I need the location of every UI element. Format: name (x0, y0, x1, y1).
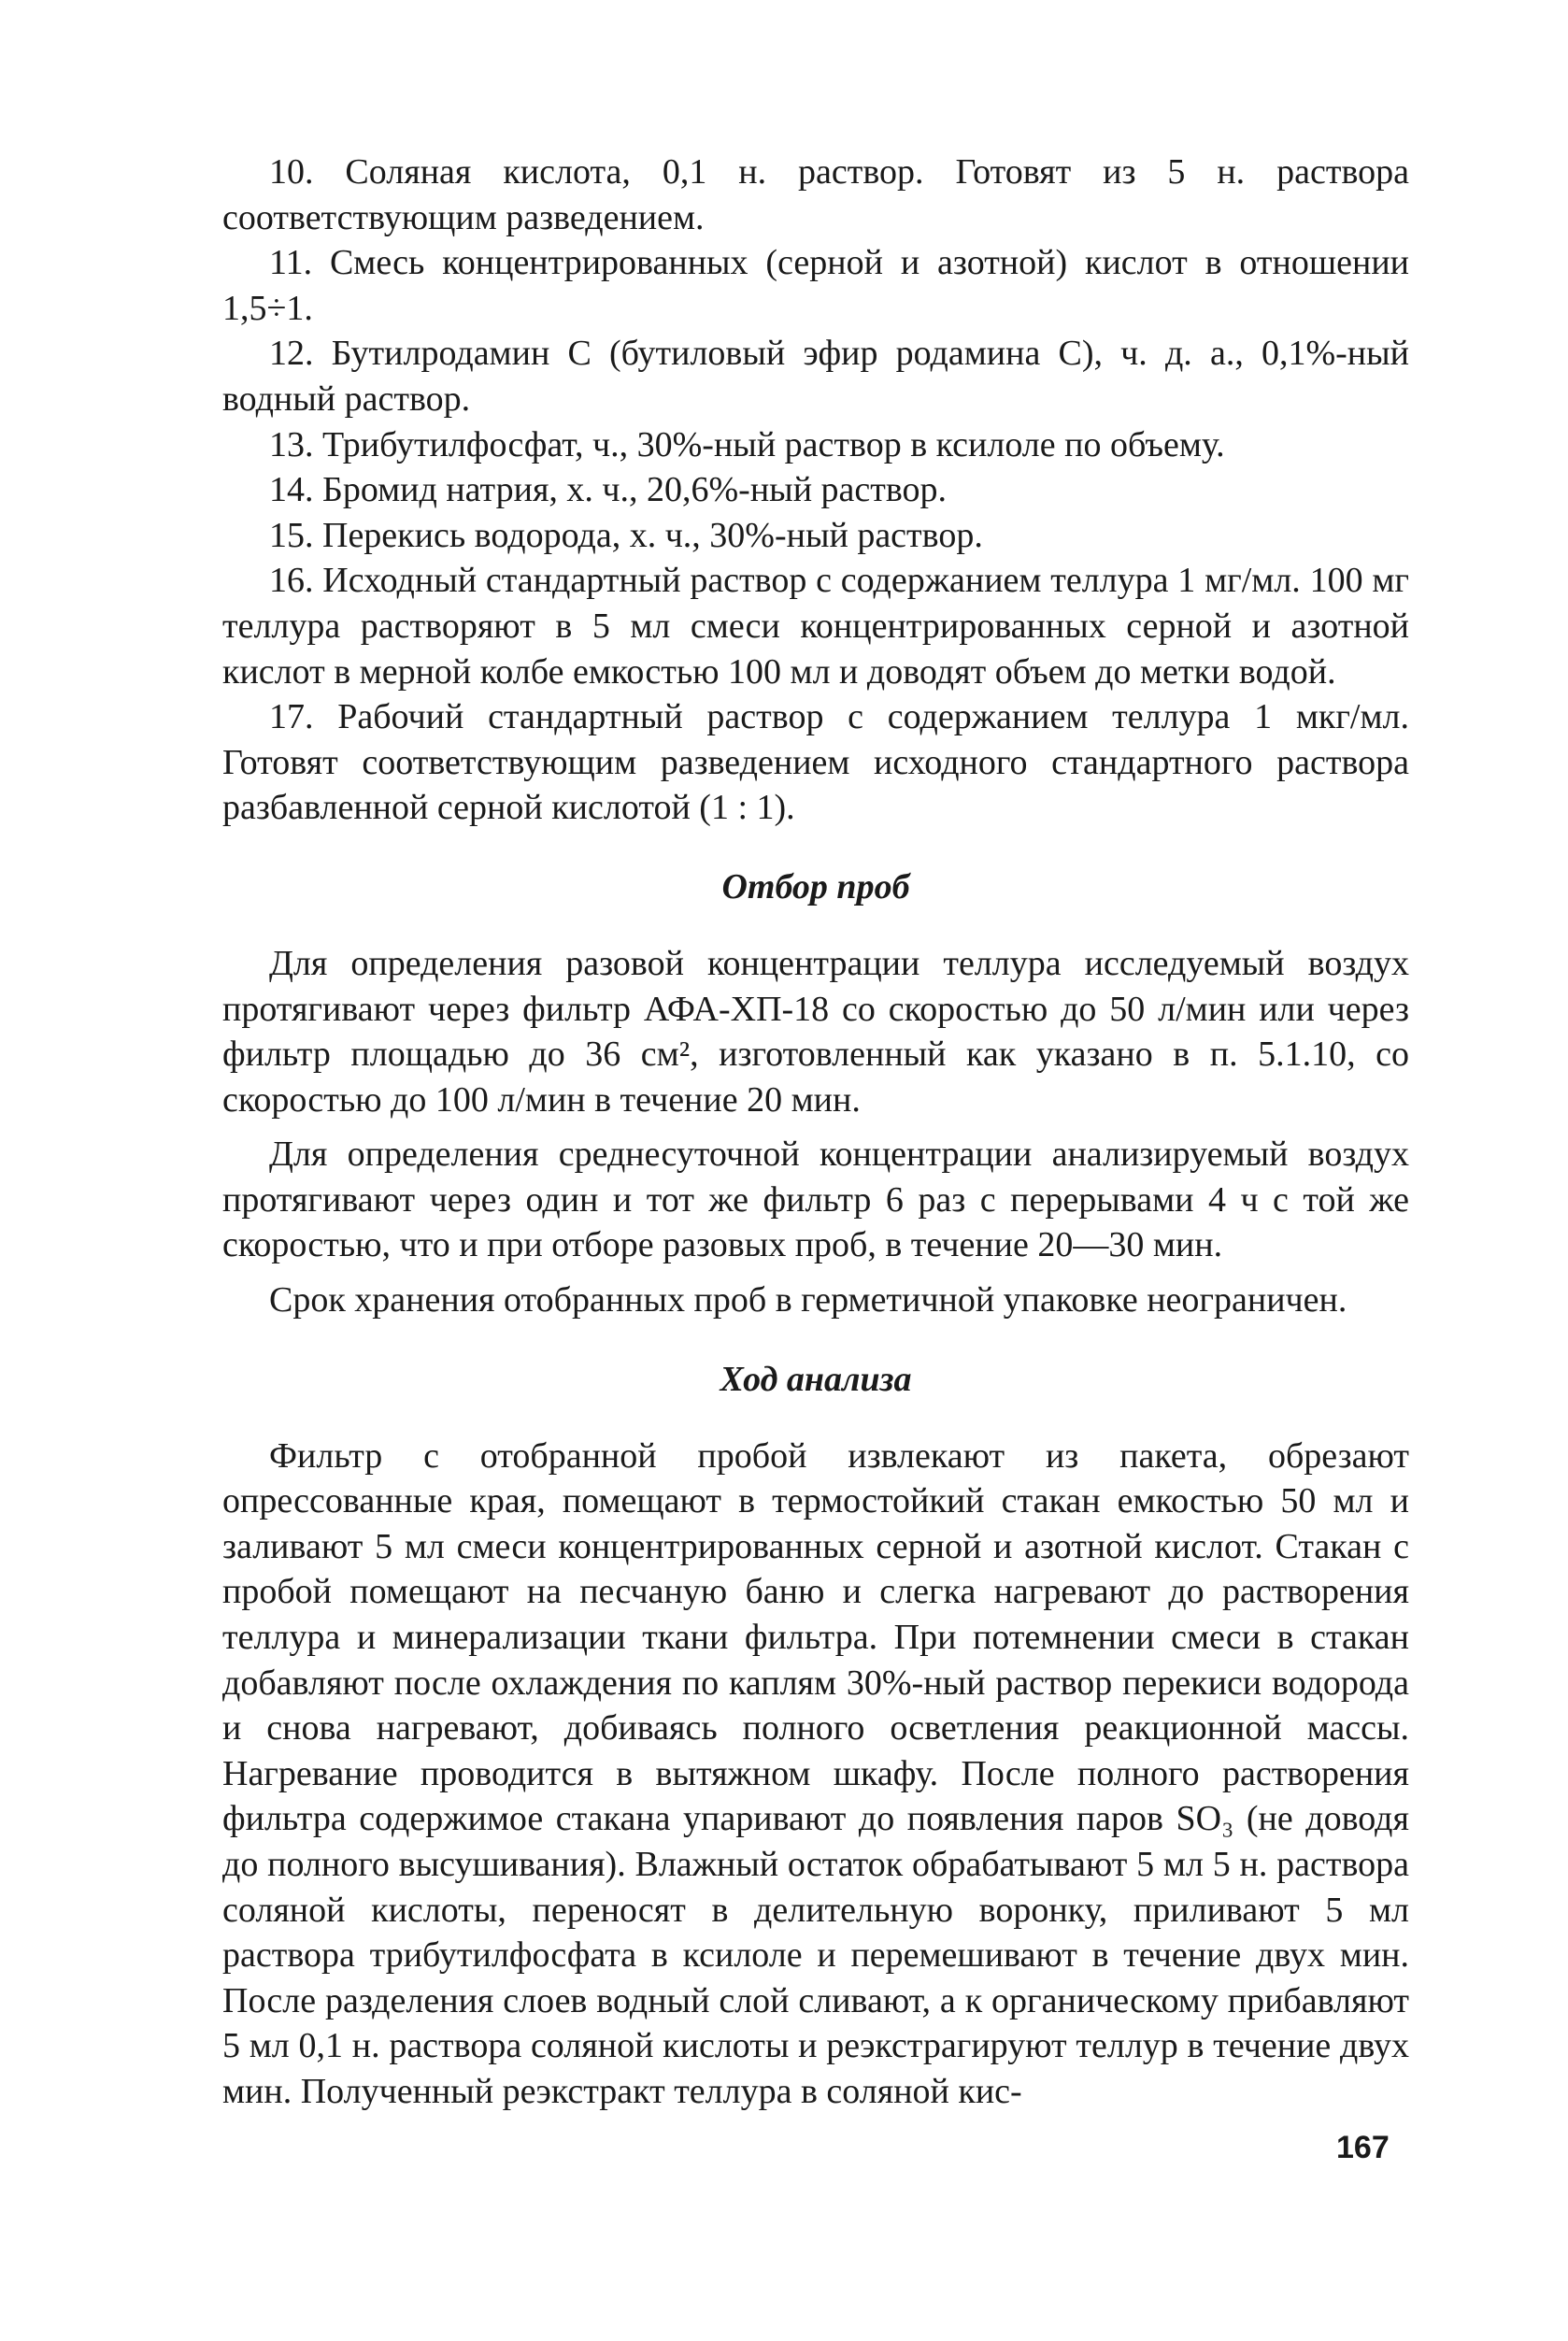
sampling-section (222, 941, 1409, 1323)
section-heading-analysis: Ход анализа (720, 1359, 912, 1399)
section-heading-sampling: Отбор проб (721, 866, 910, 906)
list-item: 15. Перекись водорода, х. ч., 30%-ный раствор. (269, 515, 983, 555)
list-item: 12. Бутилродамин С (бутиловый эфир родамина С), ч. д. а., 0,1%-ный водный раствор. (222, 334, 1409, 419)
analysis-section (222, 1434, 1409, 2115)
list-item: 11. Смесь концентрированных (серной и азотной) кислот в отношении 1,5÷1. (222, 243, 1409, 328)
paragraph: Срок хранения отобранных проб в герметичной упаковке неограничен. (269, 1280, 1347, 1320)
reagent-list (222, 150, 1409, 831)
list-item: 13. Трибутилфосфат, ч., 30%-ный раствор в ксилоле по объему. (269, 424, 1225, 464)
paragraph: Фильтр с отобранной пробой извлекают из пакета, обрезают опрессованные края, помещают в термостойкий стакан емкостью 50 мл и заливают 5 мл смеси концентрированных серной и азотной кислот. Стакан с пробой помещают на песчаную баню и слегка нагревают до растворения теллура и минерализации ткани фильтра. При потемнении смеси в стакан добавляют после охлаждения по каплям 30%-ный раствор перекиси водорода и снова нагревают, добиваясь полного осветления реакционной массы. Нагревание проводится в вытяжном шкафу. После полного растворения фильтра содержимое стакана упаривают до появления паров SO₃ (не доводя до полного высушивания). Влажный остаток обрабатывают 5 мл 5 н. раствора соляной кислоты, переносят в делительную воронку, приливают 5 мл раствора трибутилфосфата в ксилоле и перемешивают в течение двух мин. После разделения слоев водный слой сливают, а к органическому прибавляют 5 мл 0,1 н. раствора соляной кислоты и реэкстрагируют теллур в течение двух мин. Полученный реэкстракт теллура в соляной кис- (222, 1435, 1409, 2111)
paragraph: Для определения среднесуточной концентрации анализируемый воздух протягивают через один и тот же фильтр 6 раз с перерывами 4 ч с той же скоростью, что и при отборе разовых проб, в течение 20—30 мин. (222, 1135, 1409, 1265)
page-content (222, 150, 1409, 2124)
list-item: 16. Исходный стандартный раствор с содержанием теллура 1 мг/мл. 100 мг теллура растворяют в 5 мл смеси концентрированных серной и азотной кислот в мерной колбе емкостью 100 мл и доводят объем до метки водой. (222, 561, 1409, 692)
paragraph: Для определения разовой концентрации теллура исследуемый воздух протягивают через фильтр АФА-ХП-18 со скоростью до 50 л/мин или через фильтр площадью до 36 см², изготовленный как указано в п. 5.1.10, со скоростью до 100 л/мин в течение 20 мин. (222, 943, 1409, 1120)
list-item: 14. Бромид натрия, х. ч., 20,6%-ный раствор. (269, 470, 948, 510)
list-item: 17. Рабочий стандартный раствор с содержанием теллура 1 мкг/мл. Готовят соответствующим разведением исходного стандартного раствора разбавленной серной кислотой (1 : 1). (222, 697, 1409, 828)
list-item: 10. Соляная кислота, 0,1 н. раствор. Готовят из 5 н. раствора соответствующим разведением. (222, 152, 1409, 237)
page-number: 167 (1336, 2130, 1390, 2165)
